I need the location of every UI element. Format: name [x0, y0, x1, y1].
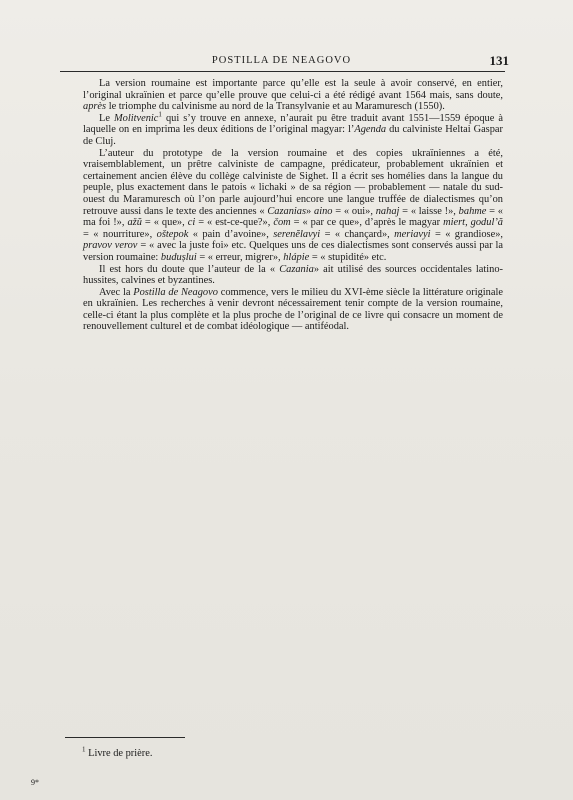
- body-text: [83, 78, 503, 333]
- paragraph-4: [83, 264, 503, 287]
- paragraph-2: [83, 110, 503, 148]
- paragraph-1: [83, 78, 503, 113]
- text-run: = « que»,: [141, 217, 188, 229]
- paragraph-3: [83, 148, 503, 264]
- italic-run: ci: [187, 217, 196, 229]
- text-run: = « nourriture»,: [83, 228, 157, 240]
- text-run: « pain d’avoine»,: [188, 228, 274, 240]
- text-run: Avec la: [99, 286, 134, 298]
- text-run: = « stupidité» etc.: [309, 251, 387, 263]
- footnote-rule: [65, 737, 185, 738]
- italic-run: Postilla de Neagovo: [133, 286, 218, 298]
- signature-mark: 9*: [31, 778, 39, 787]
- italic-run: Cazanias: [267, 205, 307, 217]
- paragraph-5: [83, 287, 503, 333]
- text-run: = « avec la juste foi» etc. Quelques uns de ces dialectismes sont conservés aussi par la version roumaine:: [83, 240, 504, 263]
- text-run: = « grandiose»,: [430, 228, 503, 240]
- header-rule: [60, 71, 505, 72]
- text-run: = « laisse !»,: [399, 205, 459, 217]
- italic-run: serenĕlavyi: [273, 228, 321, 240]
- italic-run: budușlui: [160, 251, 197, 263]
- italic-run: hlápie: [283, 251, 310, 263]
- footnote: [82, 745, 153, 759]
- text-run: le triomphe du calvinisme au nord de la Transylvanie et au Maramuresch (1550).: [106, 101, 445, 113]
- text-run: »: [306, 205, 315, 217]
- footnote-ref: 1: [158, 110, 162, 119]
- text-run: = « oui»,: [332, 205, 376, 217]
- italic-run: aino: [314, 205, 333, 217]
- text-run: Il est hors du doute que l’auteur de la «: [99, 263, 280, 275]
- text-run: = « chançard»,: [320, 228, 395, 240]
- page-number: 131: [489, 53, 509, 68]
- text-run: commence, vers le milieu du XVI-ème siècle la littérature originale en ukraïnien. Les recherches à venir devront nécessairement tenir compte de la version roumaine, celle-ci étant la plus complète et la plus proche de l’original de ce livre qui consacre un moment de renouvellement culturel et de combat idéologique — antiféodal.: [83, 286, 503, 333]
- text-run: du calviniste Heltai Gaspar de Cluj.: [83, 124, 503, 147]
- text-run: = « par ce que», d’après le magyar: [290, 217, 444, 229]
- italic-run: Cazania: [279, 263, 314, 275]
- italic-run: meriavyi: [394, 228, 431, 240]
- text-run: ,: [465, 217, 471, 229]
- text-run: » ait utilisé des sources occidentales latino-hussites, calvines et byzantines.: [83, 263, 503, 287]
- text-run: = « ma foi !»,: [83, 205, 503, 229]
- footnote-text: Livre de prière.: [88, 748, 153, 759]
- running-head: [60, 53, 509, 69]
- text-run: qui s’y trouve en annexe, n’aurait pu être traduit avant 1551—1559 époque à laquelle on en imprima les deux éditions de l’original magyar: l’: [83, 112, 503, 136]
- text-run: = « erreur, migrer»,: [196, 251, 284, 263]
- italic-run: nahaj: [375, 205, 400, 217]
- text-run: Le: [99, 112, 114, 124]
- text-run: = « est-ce-que?»,: [195, 217, 274, 229]
- text-run: La version roumaine est importante parce qu’elle est la seule à avoir conservé, en entier, l’original ukraïnien et parce qu’elle prouve que celui-ci a été rédigé avant 1564 mais, sans doute,: [83, 78, 503, 101]
- footnote-marker: 1: [82, 745, 86, 754]
- text-run: L’auteur du prototype de la version roumaine et des copies ukraïniennes a été, vraisemblablement, un prêtre calviniste de campagne, prédicateur, probablement ukraïnien et certainement ancien élève du collège calviniste de Sighet. Il a écrit ses homélies dans la langue du peuple, plus exactement dans le patois « lichaki » de sa région — probablement — natale du sud-ouest du Maramuresch où l’on parle aujourd’hui encore une langue truffée de dialectismes qu’on retrouve aussi dans le texte des anciennes «: [83, 147, 503, 217]
- italic-run: Agenda: [354, 124, 387, 136]
- italic-run: bahme: [458, 205, 487, 217]
- italic-run: après: [83, 101, 107, 113]
- italic-run: pravov verov: [83, 240, 138, 252]
- italic-run: godul’ă: [470, 217, 503, 229]
- italic-run: ažŭ: [127, 217, 142, 229]
- italic-run: Molitvenic: [113, 112, 159, 124]
- italic-run: oštepok: [156, 228, 189, 240]
- italic-run: čom: [273, 217, 291, 229]
- italic-run: miert: [443, 217, 466, 229]
- running-title: POSTILLA DE NEAGOVO: [211, 55, 352, 66]
